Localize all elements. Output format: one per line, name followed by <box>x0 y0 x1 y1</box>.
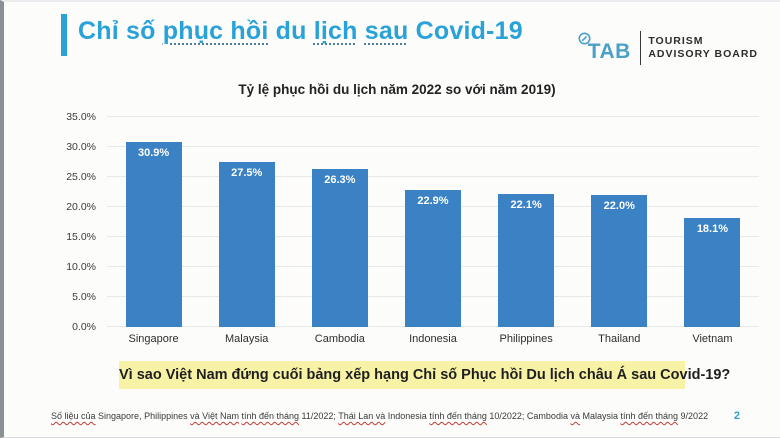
text-segment: phục hồi <box>162 17 269 45</box>
page-number: 2 <box>733 410 740 422</box>
text-segment: lịch <box>313 17 358 45</box>
x-axis-label: Malaysia <box>225 333 269 345</box>
text-segment: tính đến tháng <box>241 411 300 421</box>
text-segment: Chỉ số <box>78 17 163 45</box>
chart-title: Tỷ lệ phục hồi du lịch năm 2022 so với năm 2019) <box>238 82 556 97</box>
bar-vietnam <box>684 218 740 327</box>
text-segment: sau <box>364 17 409 45</box>
text-segment: Singapore, Philippines <box>95 411 191 421</box>
text-segment: tính đến tháng <box>429 411 487 421</box>
bar-value-label: 18.1% <box>696 223 729 236</box>
tab-logo <box>588 28 758 68</box>
x-axis-label: Philippines <box>499 333 553 345</box>
page-title <box>78 17 523 46</box>
text-segment: 11/2022; <box>299 411 339 421</box>
plot-area <box>107 117 759 327</box>
y-axis-label: 30.0% <box>66 141 96 153</box>
bar-cambodia <box>312 169 368 327</box>
bar-indonesia <box>405 190 461 327</box>
bar-value-label: 27.5% <box>231 167 263 179</box>
bar-philippines <box>498 194 554 327</box>
text-segment: Malaysia <box>579 411 621 421</box>
text-segment: và <box>570 411 580 421</box>
bar-malaysia <box>219 162 275 327</box>
x-axis-label: Indonesia <box>409 333 457 345</box>
compass-icon <box>578 32 591 45</box>
text-segment: và Việt Nam <box>190 411 239 421</box>
y-axis-label: 20.0% <box>66 201 96 213</box>
logo-line1: TOURISM <box>648 35 704 47</box>
bar-value-label: 26.3% <box>324 174 356 187</box>
text-segment: Covid-19 <box>408 17 523 45</box>
text-segment: 10/2022; Cambodia <box>486 411 571 421</box>
bar-thailand <box>591 195 647 327</box>
bar-value-label: 30.9% <box>137 146 170 159</box>
bar-value-label: 22.1% <box>510 199 542 212</box>
y-axis-label: 5.0% <box>72 291 96 303</box>
y-axis-label: 15.0% <box>66 231 96 243</box>
y-axis-label: 25.0% <box>66 171 96 183</box>
title-accent-bar <box>61 14 67 56</box>
gridline <box>107 176 759 177</box>
text-segment: du <box>268 17 314 45</box>
y-axis-labels <box>40 111 100 333</box>
logo-name <box>648 35 758 61</box>
footnote <box>51 411 721 421</box>
gridline <box>107 146 759 147</box>
text-segment: tính đến tháng <box>620 411 679 421</box>
text-segment <box>358 17 365 45</box>
text-segment: Indonesia <box>385 411 430 421</box>
bar-value-label: 22.9% <box>417 194 449 207</box>
tab-logo-text: TAB <box>587 40 631 63</box>
y-axis-label: 35.0% <box>66 111 96 123</box>
text-segment: Số liệu của <box>51 411 96 421</box>
logo-line2: ADVISORY BOARD <box>648 48 758 60</box>
x-axis-label: Cambodia <box>314 333 365 345</box>
x-axis-label: Thailand <box>598 333 641 345</box>
tab-logo-mark <box>588 32 631 64</box>
text-segment: 9/2022 <box>678 411 709 421</box>
bar-value-label: 22.0% <box>603 200 635 212</box>
bar-singapore <box>126 142 182 327</box>
gridline <box>107 116 759 117</box>
x-axis-label: Singapore <box>128 333 179 345</box>
x-axis-label: Vietnam <box>692 333 733 345</box>
y-axis-label: 10.0% <box>66 261 96 273</box>
y-axis-label: 0.0% <box>72 321 96 333</box>
logo-divider <box>640 31 642 65</box>
text-segment: Thái Lan và <box>338 411 386 421</box>
question-highlight: Vì sao Việt Nam đứng cuối bảng xếp hạng Chỉ số Phục hồi Du lịch châu Á sau Covid-19? <box>119 361 685 389</box>
x-axis-labels <box>107 333 759 349</box>
